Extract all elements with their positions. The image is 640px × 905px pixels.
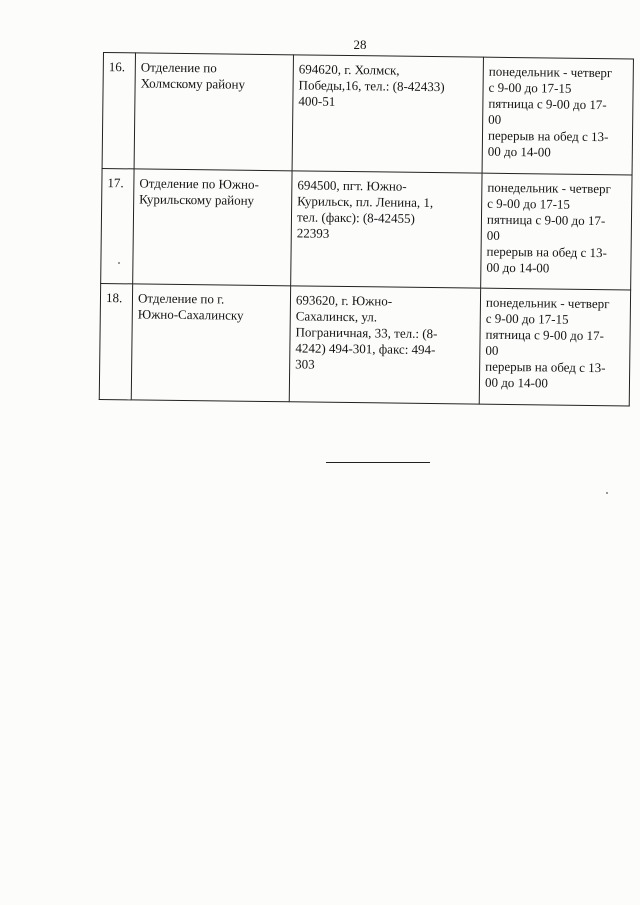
table-row <box>102 53 633 175</box>
scan-speck <box>118 262 120 264</box>
office-name-line: Южно-Сахалинску <box>137 306 244 323</box>
office-name-line: Отделение по Южно- <box>139 175 259 192</box>
hours-line: понедельник - четверг <box>485 294 610 312</box>
scan-speck <box>606 492 608 494</box>
address-line: Победы,16, тел.: (8-42433) <box>298 77 445 95</box>
address-line: 4242) 494-301, факс: 494- <box>295 340 436 358</box>
office-address-cell <box>292 55 483 173</box>
office-address-cell <box>291 171 482 288</box>
office-name-line: Отделение по <box>140 59 217 76</box>
address-line: 22393 <box>296 225 330 241</box>
address-line: 694500, пгт. Южно- <box>297 177 407 194</box>
address-line: Пограничная, 33, тел.: (8- <box>295 324 438 342</box>
row-number: 17. <box>101 168 134 283</box>
address-line: 303 <box>295 356 315 372</box>
hours-line: пятница с 9-00 до 17- <box>485 326 604 344</box>
hours-line: перерыв на обед с 13- <box>485 358 606 376</box>
office-hours-cell <box>479 288 630 406</box>
hours-line: понедельник - четверг <box>488 63 613 81</box>
hours-line: пятница с 9-00 до 17- <box>486 211 606 229</box>
address-line: 693620, г. Южно- <box>295 292 393 309</box>
hours-line: перерыв на обед с 13- <box>487 127 609 145</box>
office-name-line: Холмскому району <box>140 75 246 92</box>
page-number: 28 <box>353 37 367 52</box>
table-row <box>101 168 632 289</box>
office-name-cell <box>134 53 293 171</box>
hours-line: 00 <box>486 227 500 243</box>
hours-line: пятница с 9-00 до 17- <box>488 95 607 113</box>
end-of-document-rule <box>326 462 430 463</box>
offices-table <box>99 52 634 406</box>
address-line: Курильск, пл. Ленина, 1, <box>297 193 434 211</box>
office-address-cell <box>289 286 480 404</box>
address-line: Сахалинск, ул. <box>295 308 378 325</box>
hours-line: 00 <box>488 111 502 127</box>
address-line: тел. (факс): (8-42455) <box>296 209 415 226</box>
hours-line: 00 до 14-00 <box>487 143 551 160</box>
hours-line: перерыв на обед с 13- <box>486 243 608 261</box>
office-name-cell <box>131 284 290 402</box>
hours-line: 00 <box>485 342 499 358</box>
hours-line: 00 до 14-00 <box>484 374 549 391</box>
address-line: 400-51 <box>298 93 336 109</box>
office-hours-cell <box>481 173 632 290</box>
office-name-line: Отделение по г. <box>137 290 225 307</box>
hours-line: понедельник - четверг <box>487 179 611 197</box>
row-number: 18. <box>99 283 132 399</box>
office-name-line: Курильскому району <box>139 191 255 208</box>
office-hours-cell <box>482 57 633 175</box>
address-line: 694620, г. Холмск, <box>298 61 400 78</box>
table-row <box>99 283 630 405</box>
hours-line: с 9-00 до 17-15 <box>487 195 571 212</box>
hours-line: с 9-00 до 17-15 <box>485 310 569 327</box>
hours-line: с 9-00 до 17-15 <box>488 79 572 96</box>
hours-line: 00 до 14-00 <box>486 259 550 276</box>
row-number: 16. <box>102 53 135 169</box>
office-name-cell <box>133 169 292 286</box>
